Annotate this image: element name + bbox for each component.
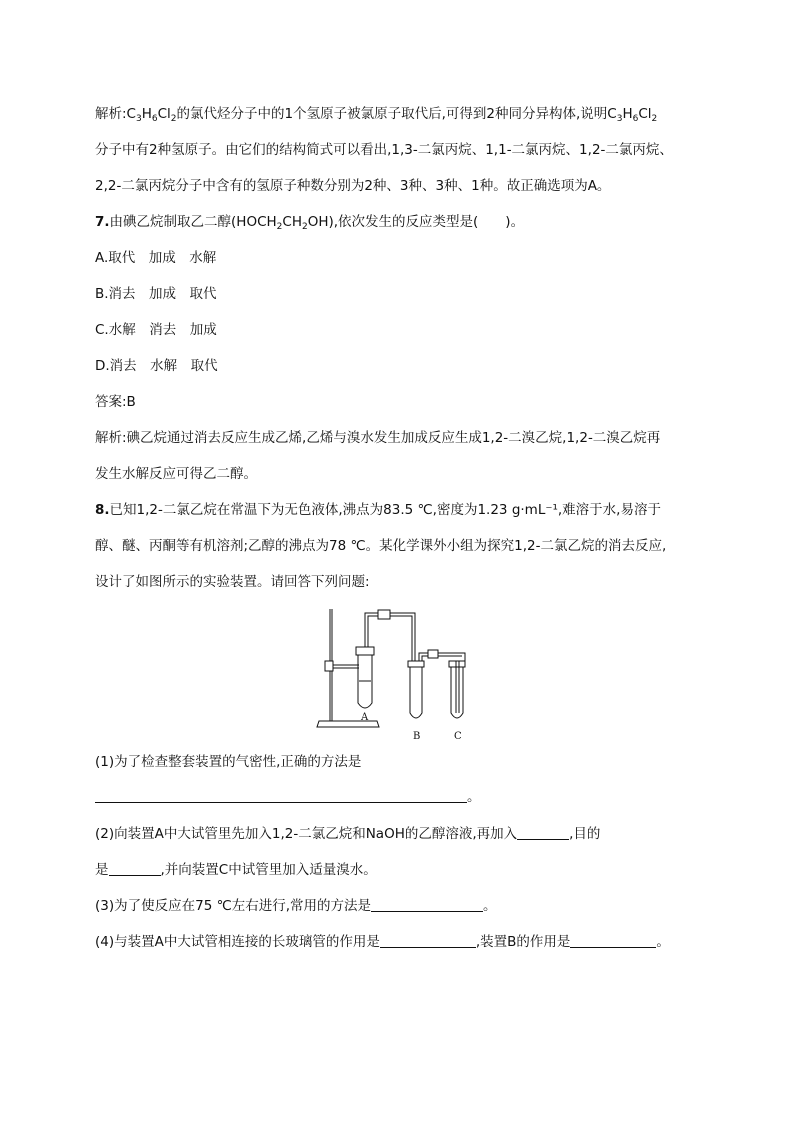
blank-4b[interactable] bbox=[570, 933, 656, 948]
sub-question-2-line-1: (2)向装置A中大试管里先加入1,2-二氯乙烷和NaOH的乙醇溶液,再加入 ,目的 bbox=[95, 826, 601, 842]
test-tube-c bbox=[451, 667, 463, 718]
test-tube-b bbox=[410, 667, 422, 718]
blank-4a[interactable] bbox=[380, 933, 476, 948]
label-a: A bbox=[361, 712, 369, 723]
connecting-tube bbox=[419, 653, 465, 661]
sub-question-1-answer-line: 。 bbox=[95, 787, 481, 807]
option-d: D.消去 水解 取代 bbox=[95, 358, 218, 374]
analysis-6-line-2: 分子中有2种氢原子。由它们的结构简式可以看出,1,3-二氯丙烷、1,1-二氯丙烷、1,2-二氯丙烷、 bbox=[95, 142, 673, 158]
blank-1[interactable] bbox=[95, 788, 467, 803]
analysis-7-line-1: 解析:碘乙烷通过消去反应生成乙烯,乙烯与溴水发生加成反应生成1,2-二溴乙烷,1,2-二溴乙烷再 bbox=[95, 430, 661, 446]
analysis-6-line-3: 2,2-二氯丙烷分子中含有的氢原子种数分别为2种、3种、3种、1种。故正确选项为A。 bbox=[95, 178, 611, 194]
label-b: B bbox=[413, 731, 421, 742]
sub-question-3: (3)为了使反应在75 ℃左右进行,常用的方法是 。 bbox=[95, 898, 497, 914]
blank-2b[interactable] bbox=[109, 861, 161, 876]
analysis-6-line-1: 解析$:C_3H_6Cl_2$的氯代烃分子中的1个氢原子被氯原子取代后,可得到2种同分异构体,说明$C_3H_6Cl_2$ bbox=[95, 106, 658, 124]
question-7-stem: 7.由碘乙烷制取乙二醇$(HOCH_2CH_2OH)$,依次发生的反应类型是( )。 bbox=[95, 214, 525, 232]
stand-base bbox=[317, 721, 379, 727]
question-8-stem-2: 醇、醚、丙酮等有机溶剂;乙醇的沸点为78 ℃。某化学课外小组为探究1,2-二氯乙烷的消去反应, bbox=[95, 538, 667, 554]
sub-question-2-line-2: 是 ,并向装置C中试管里加入适量溴水。 bbox=[95, 862, 377, 878]
question-8-stem-3: 设计了如图所示的实验装置。请回答下列问题: bbox=[95, 574, 370, 590]
sub-question-1: (1)为了检查整套装置的气密性,正确的方法是 bbox=[95, 754, 362, 770]
option-a: A.取代 加成 水解 bbox=[95, 250, 217, 266]
sub-question-4: (4)与装置A中大试管相连接的长玻璃管的作用是 ,装置B的作用是 。 bbox=[95, 934, 670, 950]
option-c: C.水解 消去 加成 bbox=[95, 322, 217, 338]
blank-3[interactable] bbox=[371, 897, 483, 912]
blank-2a[interactable] bbox=[517, 825, 569, 840]
label-c: C bbox=[454, 731, 462, 742]
option-b: B.消去 加成 取代 bbox=[95, 286, 217, 302]
answer-7: 答案:B bbox=[95, 394, 136, 410]
apparatus-figure bbox=[315, 603, 475, 743]
analysis-7-line-2: 发生水解反应可得乙二醇。 bbox=[95, 466, 257, 482]
question-8-stem-1: 8.已知1,2-二氯乙烷在常温下为无色液体,沸点为83.5 ℃,密度为1.23 g·mL⁻¹,难溶于水,易溶于 bbox=[95, 502, 661, 518]
